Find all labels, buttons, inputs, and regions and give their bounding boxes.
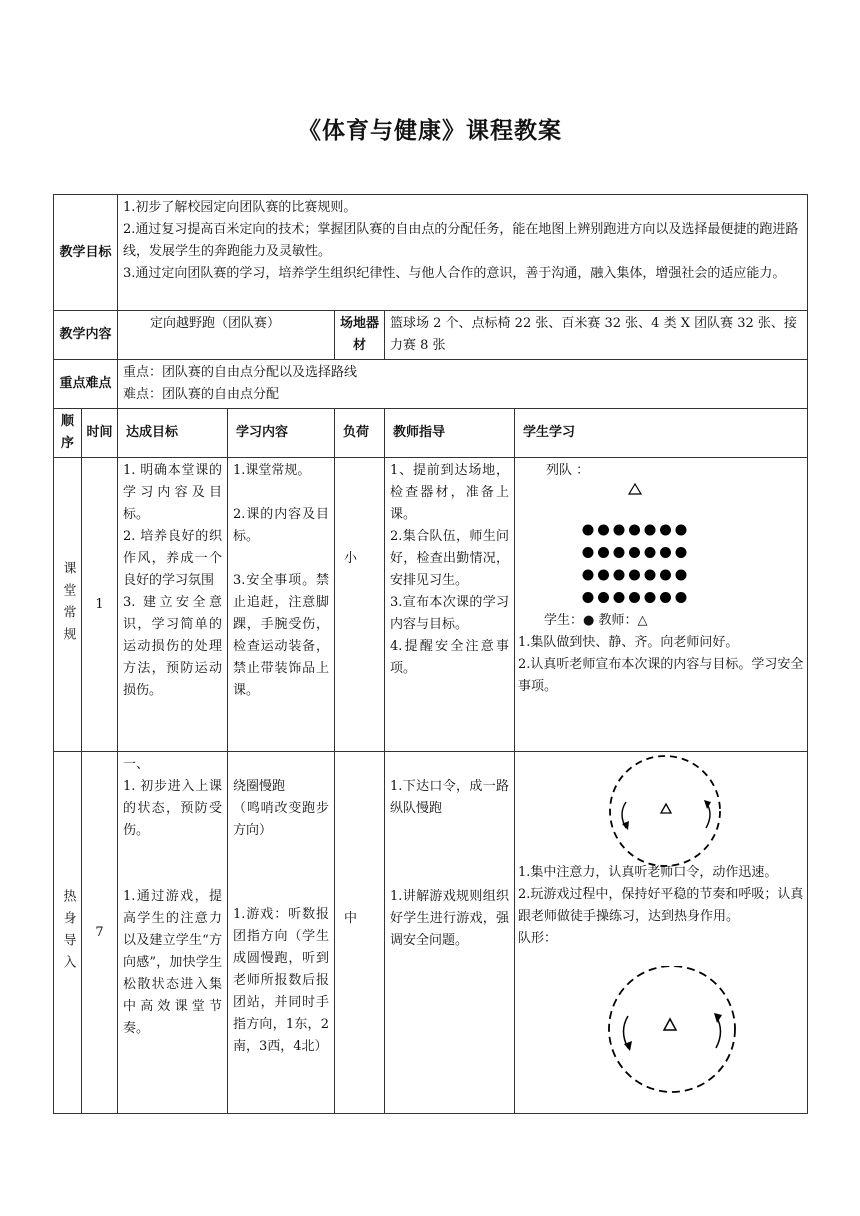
equipment-label: 场地器材 xyxy=(335,311,385,360)
time-routine: 1 xyxy=(82,458,118,752)
student-dot-grid xyxy=(583,525,687,604)
teacher-warmup xyxy=(385,752,515,1114)
student-dot-icon xyxy=(645,525,656,536)
learn-routine xyxy=(228,458,335,752)
formation-label: 队形： xyxy=(518,931,558,946)
student-text: 2.认真听老师宣布本次课的内容与目标。学习安全事项。 xyxy=(518,657,804,694)
student-dot-icon xyxy=(645,570,656,581)
student-dot-icon xyxy=(598,525,609,536)
key-label: 重点难点 xyxy=(54,360,118,409)
running-circle-icon xyxy=(610,756,720,866)
goal-text: 3. 建立安全意识，学习简单的运动损伤的处理方法，预防运动损伤。 xyxy=(123,595,223,698)
header-load: 负荷 xyxy=(335,409,385,458)
student-dot-icon xyxy=(598,570,609,581)
teacher-text: 4.提醒安全注意事项。 xyxy=(390,639,510,676)
teacher-text: 3.宣布本次课的学习内容与目标。 xyxy=(390,595,510,632)
key-row xyxy=(54,360,808,409)
goal-item: 3.通过定向团队赛的学习，培养学生组织纪律性、与他人合作的意识，善于沟通，融入集体，增强社会的适应能力。 xyxy=(123,266,786,281)
student-dot-icon xyxy=(660,525,671,536)
student-dot-icon xyxy=(583,592,594,603)
goals-warmup xyxy=(118,752,228,1114)
formation-label: 列队 ： xyxy=(546,463,590,478)
page-title: 《体育与健康》课程教案 xyxy=(298,118,562,144)
equipment-value: 篮球场 2 个、点标椅 22 张、百米赛 32 张、4 类 X 团队赛 32 张、接力赛 8 张 xyxy=(385,311,808,360)
student-dot-icon xyxy=(598,547,609,558)
student-dot-icon xyxy=(676,547,687,558)
learn-note: （鸣哨改变跑步方向） xyxy=(233,801,330,838)
key-content xyxy=(118,360,808,409)
student-dot-icon xyxy=(660,592,671,603)
goal-content xyxy=(118,195,808,311)
teacher-text: 2.集合队伍，师生问好，检查出勤情况，安排见习生。 xyxy=(390,529,510,588)
header-goal: 达成目标 xyxy=(118,409,228,458)
row-routine xyxy=(54,458,808,752)
goals-routine xyxy=(118,458,228,752)
learn-text: 1.课堂常规。 xyxy=(233,463,311,478)
learn-text: 2.课的内容及目标。 xyxy=(233,507,330,544)
circle-run-diagram-bottom xyxy=(518,966,796,1106)
student-dot-icon xyxy=(629,592,640,603)
student-warmup xyxy=(515,752,808,1114)
phase-routine xyxy=(54,458,82,752)
teacher-triangle-icon xyxy=(661,804,671,813)
content-row xyxy=(54,311,808,360)
goal-item: 1.初步了解校园定向团队赛的比赛规则。 xyxy=(123,200,357,215)
goal-row xyxy=(54,195,808,311)
student-text: 1.集队做到快、静、齐。向老师问好。 xyxy=(518,635,739,650)
learn-text: 1.游戏：听数报团指方向（学生成圆慢跑，听到老师所报数后报团站，并同时手指方向，1东，2南，3西，4北） xyxy=(233,907,330,1054)
load-warmup xyxy=(335,752,385,1114)
circle-run-diagram-top xyxy=(518,752,796,874)
content-value: 定向越野跑（团队赛） xyxy=(118,311,335,360)
student-text: 2.玩游戏过程中，保持好平稳的节奏和呼吸；认真跟老师做徒手操练习，达到热身作用。 xyxy=(518,887,804,924)
time-warmup: 7 xyxy=(82,752,118,1114)
student-dot-icon xyxy=(660,547,671,558)
student-dot-icon xyxy=(614,570,625,581)
student-routine xyxy=(515,458,808,752)
learn-warmup xyxy=(228,752,335,1114)
student-dot-icon xyxy=(614,592,625,603)
header-time: 时间 xyxy=(82,409,118,458)
running-circle-icon xyxy=(609,966,735,1092)
student-dot-icon xyxy=(645,547,656,558)
student-dot-icon xyxy=(645,592,656,603)
goal-head: 一、 xyxy=(123,757,150,772)
goal-item: 2.通过复习提高百米定向的技术；掌握团队赛的自由点的分配任务，能在地图上辨别跑进方向以及选择最便捷的跑进路线，发展学生的奔跑能力及灵敏性。 xyxy=(123,222,799,259)
header-learn: 学习内容 xyxy=(228,409,335,458)
header-student: 学生学习 xyxy=(515,409,808,458)
goal-text: 1. 明确本堂课的学习内容及目标。 xyxy=(123,463,223,522)
learn-title: 绕圈慢跑 xyxy=(233,779,286,794)
student-dot-icon xyxy=(583,547,594,558)
row-warmup xyxy=(54,752,808,1114)
column-header-row xyxy=(54,409,808,458)
key-point: 重点：团队赛的自由点分配以及选择路线 xyxy=(123,365,358,380)
student-dot-icon xyxy=(598,592,609,603)
teacher-triangle-icon xyxy=(629,484,641,494)
teacher-routine xyxy=(385,458,515,752)
student-dot-icon xyxy=(676,570,687,581)
load-text: 中 xyxy=(344,911,358,926)
goal-text: 1.通过游戏，提高学生的注意力以及建立学生“方向感”，加快学生松散状态进入集中高效课堂节奏。 xyxy=(123,889,223,1036)
student-dot-icon xyxy=(676,525,687,536)
student-dot-icon xyxy=(629,570,640,581)
student-dot-icon xyxy=(614,525,625,536)
student-dot-icon xyxy=(583,525,594,536)
load-text: 小 xyxy=(344,551,358,566)
student-dot-icon xyxy=(660,570,671,581)
phase-routine-label: 课堂常规 xyxy=(60,560,76,649)
teacher-text: 1.讲解游戏规则组织好学生进行游戏，强调安全问题。 xyxy=(390,889,510,948)
teacher-text: 1.下达口令，成一路纵队慢跑 xyxy=(390,779,510,816)
student-dot-icon xyxy=(629,547,640,558)
teacher-text: 1、提前到达场地，检查器材，准备上课。 xyxy=(390,463,510,522)
student-text: 1.集中注意力，认真听老师口令，动作迅速。 xyxy=(518,865,778,880)
student-dot-icon xyxy=(614,547,625,558)
goal-label: 教学目标 xyxy=(54,195,118,311)
phase-warmup-label: 热身导入 xyxy=(60,888,76,977)
lesson-plan-table xyxy=(53,194,808,1114)
goal-text: 1. 初步进入上课的状态，预防受伤。 xyxy=(123,779,223,838)
student-dot-icon xyxy=(676,592,687,603)
formation-diagram xyxy=(518,482,796,610)
goal-text: 2. 培养良好的织作风，养成一个良好的学习氛围 xyxy=(123,529,223,588)
learn-text: 3.安全事项。禁止追赶，注意脚踝，手腕受伤，检查运动装备，禁止带装饰品上课。 xyxy=(233,573,330,698)
header-order: 顺序 xyxy=(54,409,82,458)
student-dot-icon xyxy=(583,570,594,581)
header-teacher: 教师指导 xyxy=(385,409,515,458)
teacher-triangle-icon xyxy=(664,1019,676,1030)
difficulty-point: 难点：团队赛的自由点分配 xyxy=(123,387,280,402)
student-dot-icon xyxy=(629,525,640,536)
formation-legend: 学生：● 教师：△ xyxy=(544,613,648,628)
phase-warmup xyxy=(54,752,82,1114)
content-label: 教学内容 xyxy=(54,311,118,360)
load-routine xyxy=(335,458,385,752)
